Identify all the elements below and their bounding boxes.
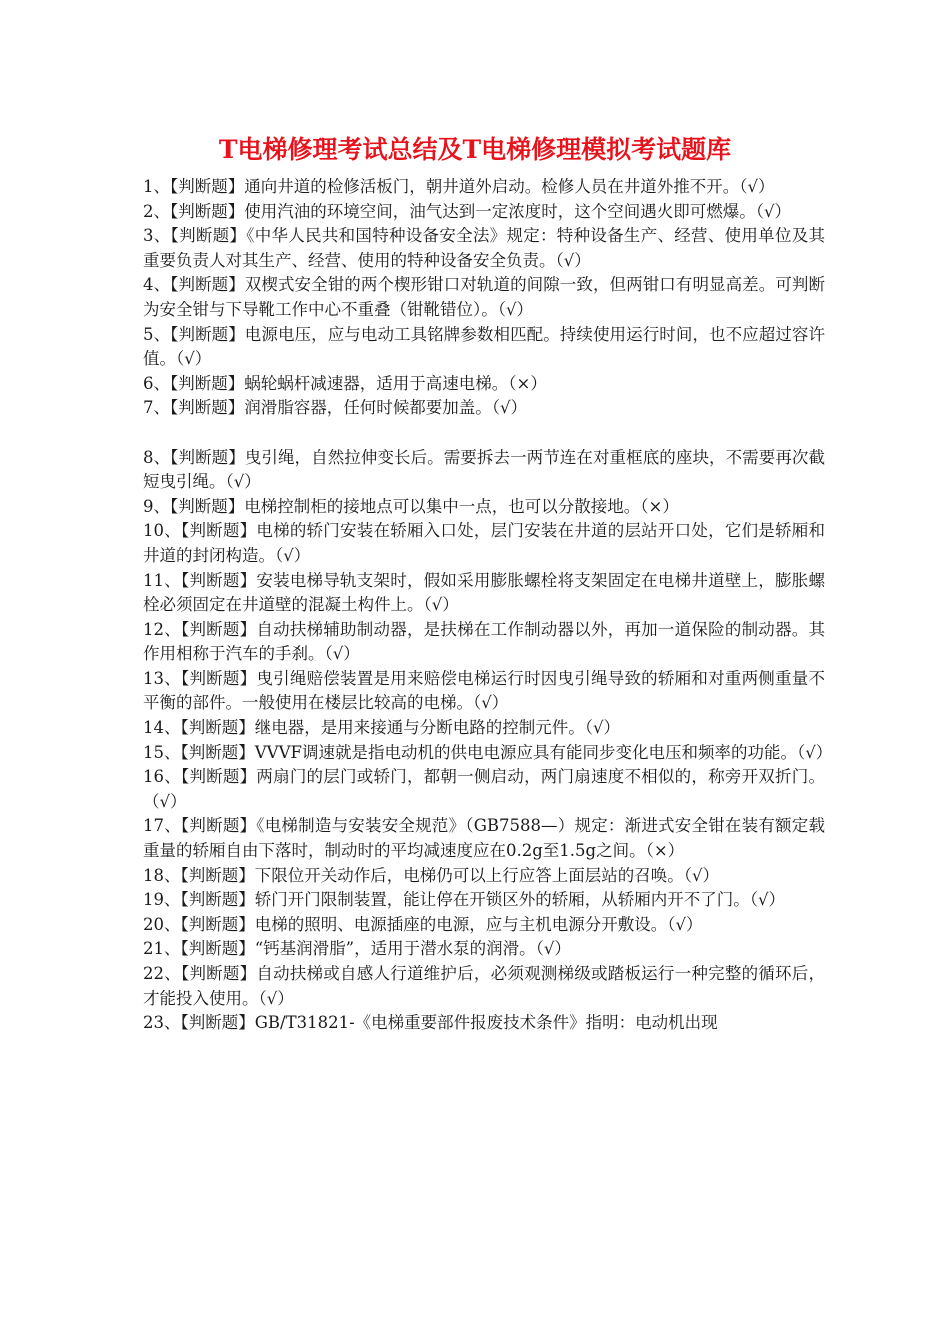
question-text: 、【判断题】电梯控制柜的接地点可以集中一点，也可以分散接地。（×） <box>153 496 679 516</box>
question-text: 、【判断题】通向井道的检修活板门，朝井道外启动。检修人员在井道外推不开。（√） <box>153 177 775 196</box>
question-number: 20 <box>143 914 164 934</box>
question-text: 、【判断题】两扇门的层门或轿门，都朝一侧启动，两门扇速度不相似的，称旁开双折门。（√） <box>143 767 825 811</box>
question-number: 8 <box>143 447 154 467</box>
question-number: 13 <box>143 668 164 688</box>
question-text: 、【判断题】下限位开关动作后，电梯仍可以上行应答上面层站的召唤。（√） <box>164 865 720 885</box>
question-item <box>143 765 825 814</box>
question-item <box>143 1011 825 1036</box>
question-text: 、【判断题】安装电梯导轨支架时，假如采用膨胀螺栓将支架固定在电梯井道壁上，膨胀螺栓必须固定在井道壁的混凝土构件上。（√） <box>143 570 825 615</box>
question-text: 、【判断题】蜗轮蜗杆减速器，适用于高速电梯。（×） <box>153 373 547 393</box>
question-number: 22 <box>143 964 164 983</box>
question-item <box>143 962 825 1011</box>
question-item <box>143 814 825 863</box>
question-text: 、【判断题】《电梯制造与安装安全规范》（GB7588—）规定：渐进式安全钳在装有额定载重量的轿厢自由下落时，制动时的平均减速度应在0.2g至1.5g之间。（×） <box>143 816 825 861</box>
question-item <box>143 323 825 372</box>
question-list <box>143 175 833 1036</box>
question-item <box>143 741 833 766</box>
question-text: 、【判断题】GB/T31821-《电梯重要部件报废技术条件》指明：电动机出现 <box>164 1013 718 1033</box>
question-number: 16 <box>143 767 164 787</box>
question-number: 15 <box>143 742 164 762</box>
question-number: 21 <box>143 939 164 959</box>
question-item <box>143 224 825 273</box>
question-item <box>143 716 825 741</box>
question-number: 3 <box>143 226 154 246</box>
question-number: 12 <box>143 619 164 639</box>
question-item <box>143 569 825 618</box>
question-item <box>143 913 825 938</box>
question-text: 、【判断题】曳引绳，自然拉伸变长后。需要拆去一两节连在对重框底的座块，不需要再次截短曳引绳。（√） <box>143 447 825 492</box>
question-number: 6 <box>143 373 154 393</box>
question-text: 、【判断题】曳引绳赔偿装置是用来赔偿电梯运行时因曳引绳导致的轿厢和对重两侧重量不平衡的部件。一般使用在楼层比较高的电梯。（√） <box>143 668 825 713</box>
question-item <box>143 446 825 495</box>
question-number: 14 <box>143 718 164 738</box>
question-text: 、【判断题】使用汽油的环境空间，油气达到一定浓度时，这个空间遇火即可燃爆。（√） <box>153 201 792 221</box>
question-item <box>143 937 825 962</box>
question-number: 7 <box>143 398 154 418</box>
question-text: 、【判断题】电梯的轿门安装在轿厢入口处，层门安装在井道的层站开口处，它们是轿厢和井道的封闭构造。（√） <box>143 521 825 565</box>
question-text: 、【判断题】“钙基润滑脂”，适用于潜水泵的润滑。（√） <box>164 939 571 959</box>
question-number: 10 <box>143 521 164 541</box>
question-item <box>143 519 825 568</box>
question-number: 18 <box>143 865 164 885</box>
question-item <box>143 200 825 225</box>
question-item <box>143 864 825 889</box>
question-number: 23 <box>143 1013 164 1033</box>
question-number: 5 <box>143 324 154 344</box>
question-text: 、【判断题】电源电压，应与电动工具铭牌参数相匹配。持续使用运行时间，也不应超过容许值。（√） <box>143 324 825 369</box>
question-text: 、【判断题】润滑脂容器，任何时候都要加盖。（√） <box>153 398 528 418</box>
question-item <box>143 396 825 421</box>
question-number: 11 <box>143 570 164 590</box>
question-text: 、【判断题】自动扶梯或自感人行道维护后，必须观测梯级或踏板运行一种完整的循环后，才能投入使用。（√） <box>143 964 825 1008</box>
question-text: 、【判断题】电梯的照明、电源插座的电源，应与主机电源分开敷设。（√） <box>164 914 703 934</box>
question-text: 、【判断题】《中华人民共和国特种设备安全法》规定：特种设备生产、经营、使用单位及其重要负责人对其生产、经营、使用的特种设备安全负责。（√） <box>143 226 825 270</box>
question-number: 4 <box>143 275 154 295</box>
question-item <box>143 667 825 716</box>
question-item <box>143 175 825 200</box>
question-item <box>143 372 825 397</box>
question-item <box>143 888 825 913</box>
question-text: 、【判断题】VVVF调速就是指电动机的供电电源应具有能同步变化电压和频率的功能。（√） <box>164 742 833 762</box>
question-number: 2 <box>143 201 154 221</box>
question-text: 、【判断题】双楔式安全钳的两个楔形钳口对轨道的间隙一致，但两钳口有明显高差。可判断为安全钳与下导靴工作中心不重叠（钳靴错位）。（√） <box>143 275 825 319</box>
question-number: 9 <box>143 496 154 516</box>
question-text: 、【判断题】自动扶梯辅助制动器，是扶梯在工作制动器以外，再加一道保险的制动器。其作用相称于汽车的手刹。（√） <box>143 619 825 664</box>
question-text: 、【判断题】轿门开门限制装置，能让停在开锁区外的轿厢，从轿厢内开不了门。（√） <box>164 890 786 910</box>
question-text: 、【判断题】继电器，是用来接通与分断电路的控制元件。（√） <box>164 718 621 738</box>
question-number: 19 <box>143 890 164 910</box>
question-item <box>143 495 825 520</box>
question-item <box>143 618 825 667</box>
question-item <box>143 273 825 322</box>
question-number: 1 <box>143 177 154 196</box>
document-title: T电梯修理考试总结及T电梯修理模拟考试题库 <box>218 135 732 164</box>
question-number: 17 <box>143 816 164 836</box>
